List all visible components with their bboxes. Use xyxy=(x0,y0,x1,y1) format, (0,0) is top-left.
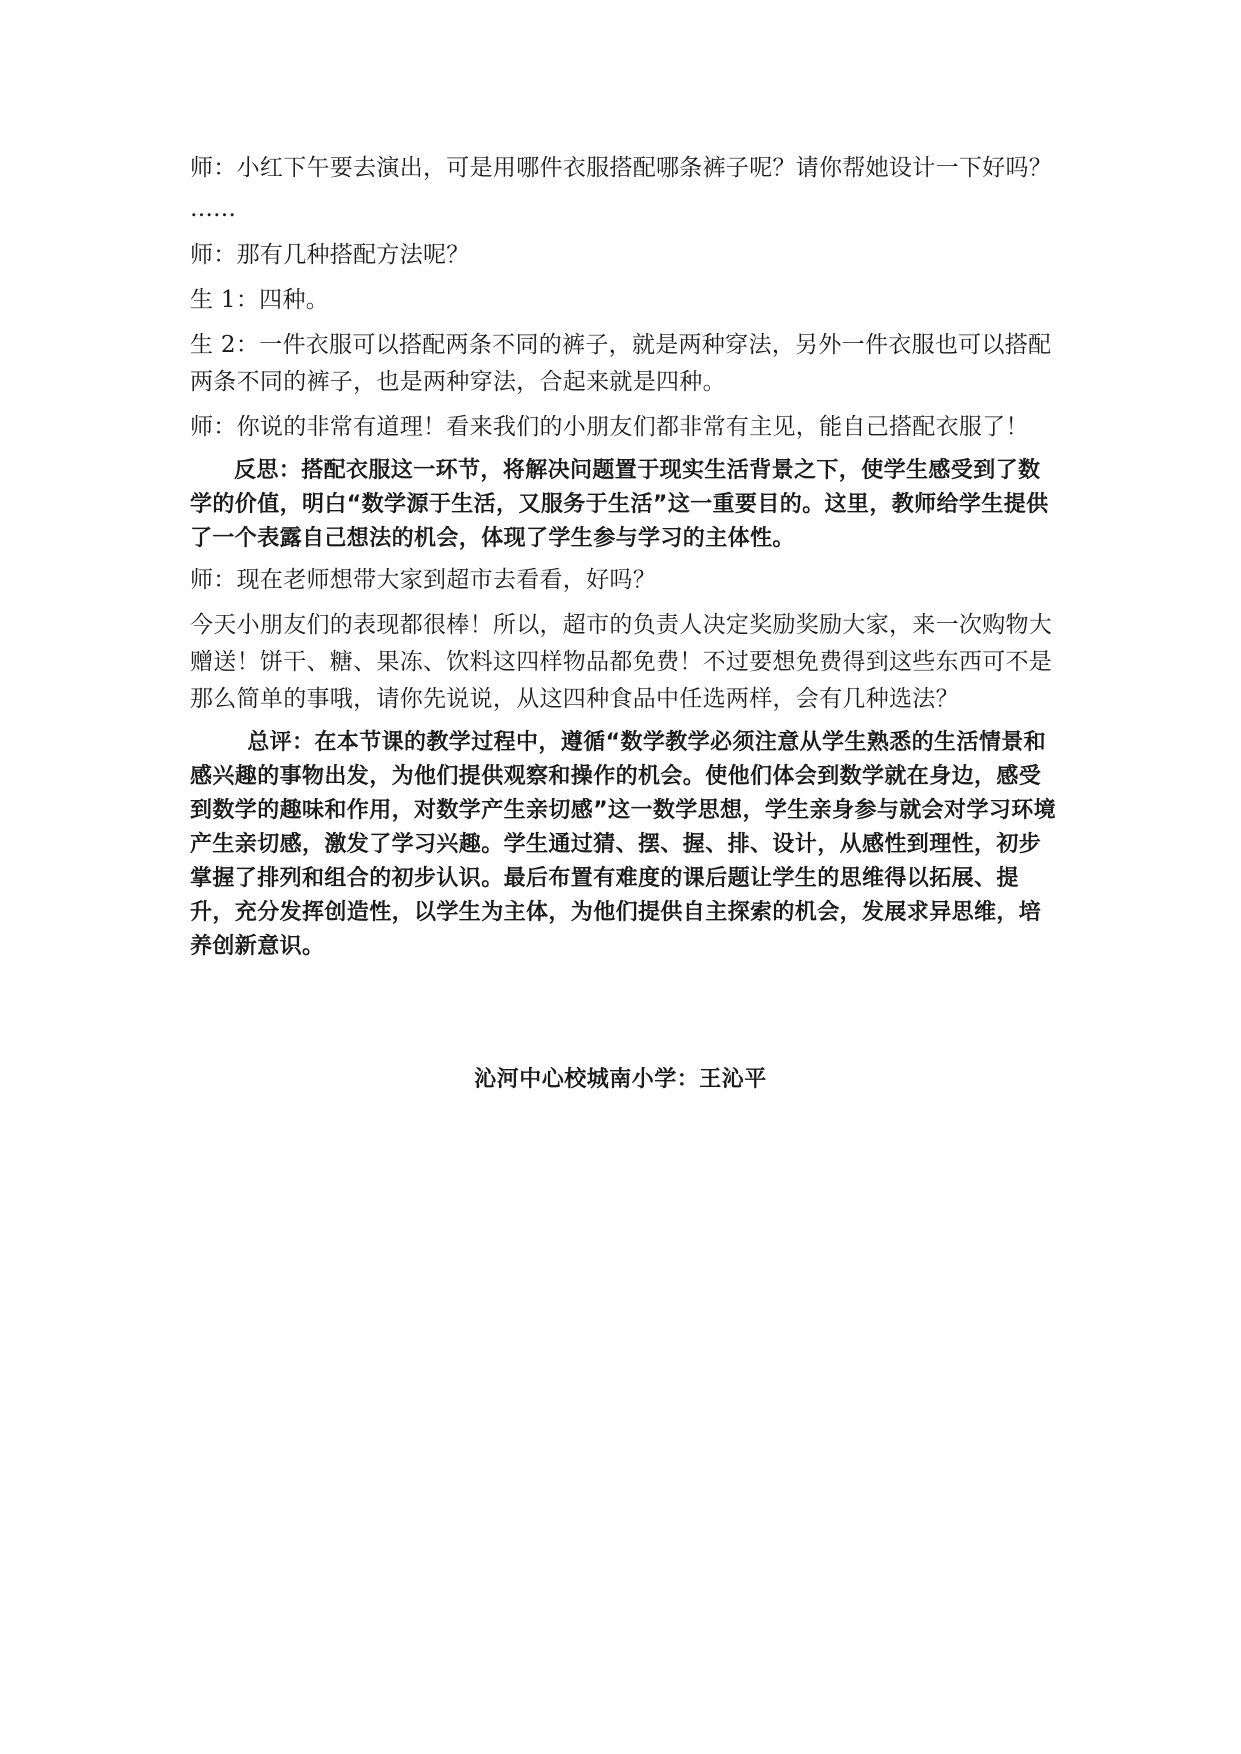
reflection-paragraph: 反思：搭配衣服这一环节，将解决问题置于现实生活背景之下，使学生感受到了数学的价值，明白“数学源于生活，又服务于生活”这一重要目的。这里，教师给学生提供了一个表露自己想法的机会，体现了学生参与学习的主体性。 xyxy=(190,458,1049,551)
author-signature: 沁河中心校城南小学：王沁平 xyxy=(474,1067,767,1092)
summary-review-paragraph: 总评：在本节课的教学过程中，遵循“数学教学必须注意从学生熟悉的生活情景和感兴趣的事物出发，为他们提供观察和操作的机会。使他们体会到数学就在身边，感受到数学的趣味和作用，对数学产生亲切感”这一数学思想，学生亲身参与就会对学习环境产生亲切感，激发了学习兴趣。学生通过猜、摆、握、排、设计，从感性到理性，初步掌握了排列和组合的初步认识。最后布置有难度的课后题让学生的思维得以拓展、提升，充分发挥创造性，以学生为主体，为他们提供自主探索的机会，发展求异思维，培养创新意识。 xyxy=(190,730,1057,959)
dialogue-teacher-question: 师：小红下午要去演出，可是用哪件衣服搭配哪条裤子呢？请你帮她设计一下好吗？ xyxy=(190,155,1053,181)
document-body xyxy=(190,150,1060,972)
ellipsis: …… xyxy=(190,196,236,222)
supermarket-scenario: 今天小朋友们的表现都很棒！所以，超市的负责人决定奖励奖励大家，来一次购物大赠送！饼干、糖、果冻、饮料这四样物品都免费！不过要想免费得到这些东西可不是那么简单的事哦，请你先说说，从这四种食品中任选两样，会有几种选法？ xyxy=(190,612,1053,712)
dialogue-teacher-praise: 师：你说的非常有道理！看来我们的小朋友们都非常有主见，能自己搭配衣服了！ xyxy=(190,414,1029,440)
dialogue-teacher-supermarket: 师：现在老师想带大家到超市去看看，好吗？ xyxy=(190,567,656,593)
dialogue-student-2: 生 2：一件衣服可以搭配两条不同的裤子，就是两种穿法，另外一件衣服也可以搭配两条不同的裤子，也是两种穿法，合起来就是四种。 xyxy=(190,332,1052,395)
dialogue-student-1: 生 1：四种。 xyxy=(190,287,330,313)
dialogue-teacher-how-many: 师：那有几种搭配方法呢？ xyxy=(190,242,470,268)
